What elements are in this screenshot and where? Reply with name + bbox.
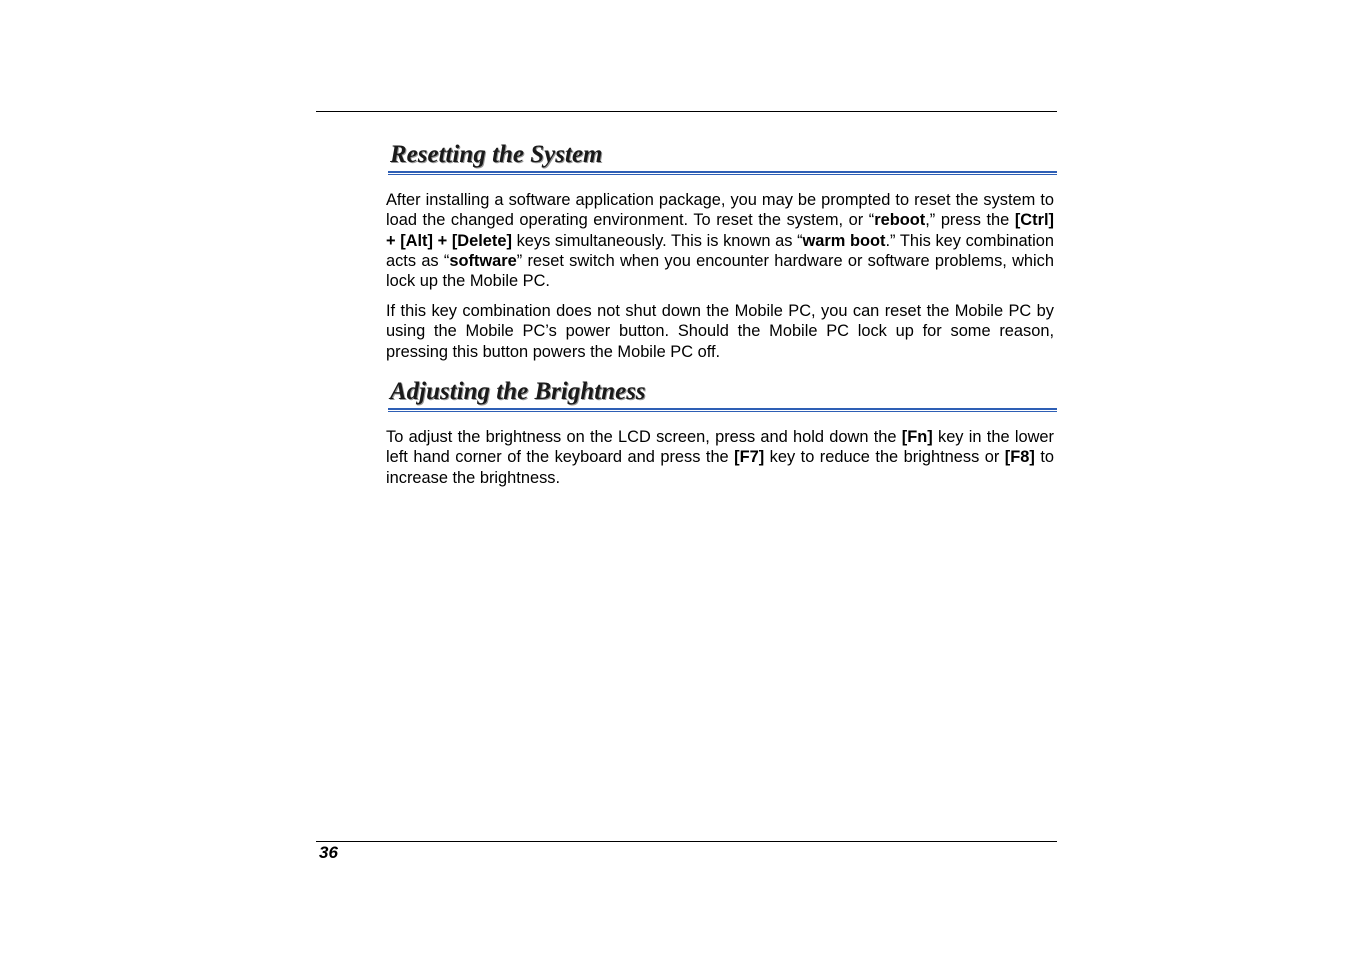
bold-term-reboot: reboot — [874, 211, 926, 230]
bold-key-f7: [F7] — [734, 448, 765, 467]
page-number: 36 — [319, 843, 338, 862]
text-segment: ,” press the — [925, 211, 1015, 230]
heading-title: Resetting the System — [390, 141, 603, 168]
bold-term-software: software — [449, 251, 517, 270]
section-heading-resetting — [388, 141, 1057, 175]
heading-underline — [388, 408, 1057, 412]
text-segment: ” reset switch when you encounter hardware or software problems, which lock up the Mobile PC. — [386, 251, 1054, 291]
text-segment: To adjust the brightness on the LCD screen, press and hold down the — [386, 428, 902, 446]
paragraph-brightness — [386, 427, 1054, 488]
footer-rule — [316, 841, 1057, 842]
bold-keys-ctrl-alt-delete: [Ctrl] + [Alt] + [Delete] — [386, 211, 1054, 250]
text-segment: to increase the brightness. — [386, 448, 1054, 487]
bold-key-f8: [F8] — [1004, 448, 1035, 467]
heading-title: Adjusting the Brightness — [390, 378, 646, 405]
text-segment: keys simultaneously. This is known as “ — [511, 231, 803, 250]
header-rule — [316, 111, 1057, 112]
paragraph-reset-intro — [386, 190, 1054, 291]
text-segment: .” This key combination acts as “ — [386, 231, 1054, 270]
paragraph-reset-power-button — [386, 301, 1054, 362]
text-segment: key to reduce the brightness or — [764, 448, 1005, 467]
bold-key-fn: [Fn] — [901, 428, 933, 446]
text-segment: If this key combination does not shut down the Mobile PC, you can reset the Mobile PC by using the Mobile PC’s power button. Should the Mobile PC lock up for some reason, pressing this button powers the Mobile PC off. — [386, 302, 1054, 361]
heading-underline — [388, 171, 1057, 175]
text-segment: After installing a software application package, you may be prompted to reset the system to load the changed operating environment. To reset the system, or “ — [386, 191, 1054, 230]
section-heading-brightness — [388, 378, 1057, 412]
bold-term-warm-boot: warm boot — [802, 231, 886, 250]
text-segment: key in the lower left hand corner of the keyboard and press the — [386, 428, 1054, 467]
